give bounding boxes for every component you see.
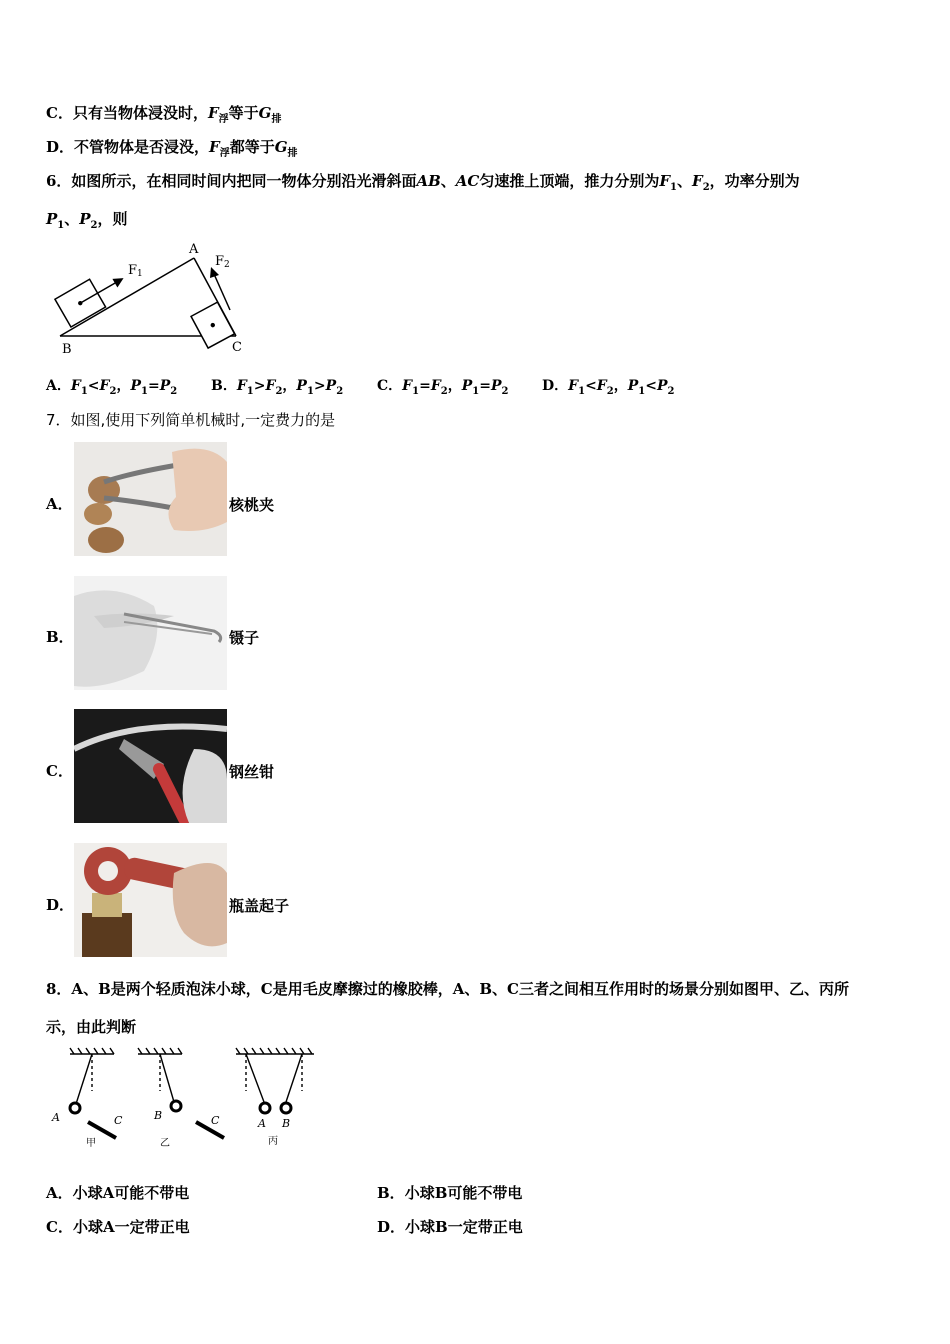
label-f1: F1	[128, 263, 143, 279]
q6-option-a[interactable]: A．$F_1<F_2$，$P_1=P_2$	[46, 378, 178, 397]
label-b-yi: B	[154, 1109, 163, 1122]
charge-diagram	[46, 1046, 326, 1156]
walnut-2	[84, 503, 112, 525]
bottle-opener-photo	[74, 843, 227, 957]
q6-option-c[interactable]: C．$F_1=F_2$，$P_1=P_2$	[377, 378, 509, 397]
bottle	[82, 913, 132, 957]
q7-option-d-label[interactable]: D．	[46, 896, 75, 914]
label-a-jia: A	[52, 1111, 60, 1124]
q7-question: 7．如图,使用下列简单机械时,一定费力的是	[46, 411, 336, 429]
pliers-photo	[74, 709, 227, 823]
hanger-jia	[70, 1048, 114, 1104]
q7-option-c-label[interactable]: C．	[46, 762, 73, 780]
q7-option-b-label[interactable]: B．	[46, 628, 74, 646]
q7-option-a-text: 核桃夹	[229, 496, 275, 514]
q8-question-line1: 8．A、B是两个轻质泡沫小球，C是用毛皮摩擦过的橡胶棒，A、B、C三者之间相互作用时的场景分别如图甲、乙、丙所	[46, 980, 849, 998]
ball-a-jia	[70, 1103, 80, 1113]
label-b: B	[62, 342, 72, 357]
q7-option-d-text: 瓶盖起子	[229, 897, 290, 915]
q8-option-b[interactable]: B．小球B可能不带电	[377, 1184, 523, 1202]
q8-option-d[interactable]: D．小球B一定带正电	[377, 1218, 523, 1236]
label-c-yi: C	[211, 1114, 220, 1127]
q6-option-b[interactable]: B．$F_1>F_2$，$P_1>P_2$	[211, 378, 344, 397]
tweezers-photo	[74, 576, 227, 690]
hanger-bing	[236, 1048, 314, 1102]
label-bing: 丙	[268, 1136, 278, 1147]
q7-option-a-label[interactable]: A．	[46, 495, 73, 513]
incline-diagram	[46, 238, 266, 360]
block-ac	[191, 302, 234, 348]
q7-option-c-text: 钢丝钳	[229, 763, 275, 781]
label-yi: 乙	[160, 1138, 170, 1149]
label-c: C	[232, 340, 242, 355]
label-f2: F2	[215, 254, 230, 270]
q6-question-line1: 6．如图所示，在相同时间内把同一物体分别沿光滑斜面AB、AC匀速推上顶端，推力分别为$F_1$、$F_2$，功率分别为	[46, 172, 800, 193]
label-c-jia: C	[114, 1114, 123, 1127]
q7-option-b-text: 镊子	[229, 629, 260, 647]
label-a: A	[189, 242, 199, 257]
label-jia: 甲	[86, 1138, 96, 1149]
ball-a-bing	[260, 1103, 270, 1113]
ball-b-bing	[281, 1103, 291, 1113]
q8-option-a[interactable]: A．小球A可能不带电	[46, 1184, 190, 1202]
q8-question-line2: 示，由此判断	[46, 1018, 137, 1036]
rod-c-yi	[196, 1122, 224, 1138]
ball-b-yi	[171, 1101, 181, 1111]
label-a-bing: A	[258, 1117, 266, 1130]
hand	[183, 749, 227, 823]
label-b-bing: B	[282, 1117, 291, 1130]
rod-c-jia	[88, 1122, 116, 1138]
walnut-3	[88, 527, 124, 553]
nutcracker-photo	[74, 442, 227, 556]
q5-option-c: C．只有当物体浸没时，$F_浮$等于$G_排$	[46, 104, 282, 125]
q6-option-d[interactable]: D．$F_1<F_2$，$P_1<P_2$	[542, 378, 675, 397]
q6-question-line2: $P_1$、$P_2$，则	[46, 210, 128, 231]
q5-option-d: D．不管物体是否浸没，$F_浮$都等于$G_排$	[46, 138, 298, 159]
hand	[168, 449, 227, 531]
q8-option-c[interactable]: C．小球A一定带正电	[46, 1218, 190, 1236]
hanger-yi	[138, 1048, 182, 1102]
block-ab	[55, 264, 132, 327]
